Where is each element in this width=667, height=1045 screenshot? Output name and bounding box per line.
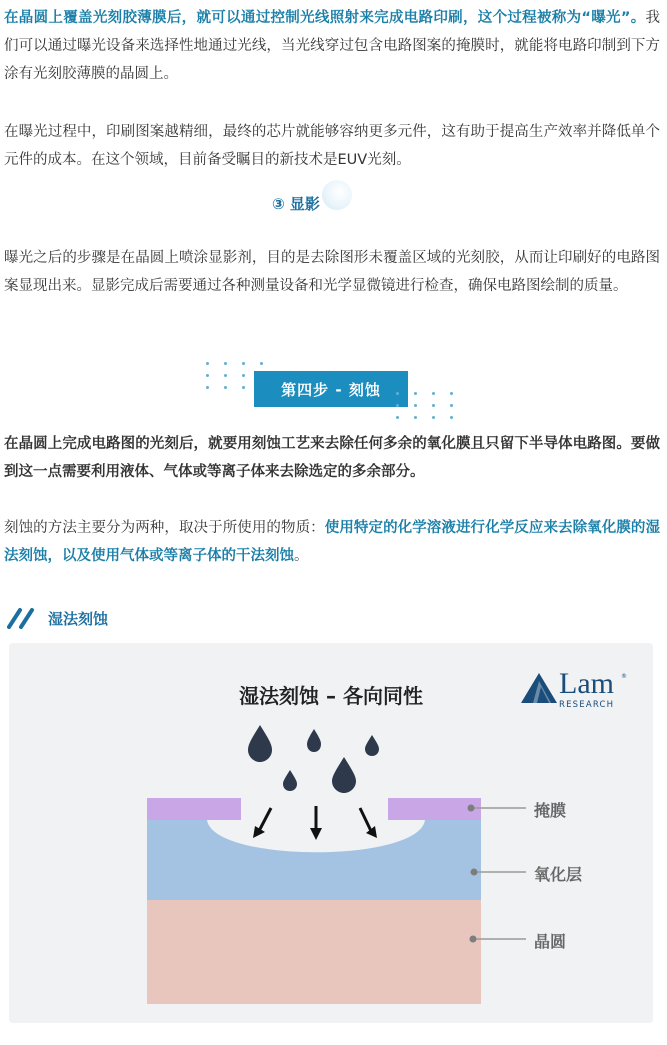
etch-methods-highlight: 使用特定的化学溶液进行化学反应来去除氧化膜的湿法刻蚀，以及使用气体或等离子体的干法刻蚀: [4, 520, 660, 564]
exposure-highlight: 在晶圆上覆盖光刻胶薄膜后，就可以通过控制光线照射来完成电路印刷，这个过程被称为“曝光”。: [4, 10, 646, 26]
section-develop-heading: [272, 192, 320, 216]
step4-banner: [206, 362, 462, 418]
etch-cross-section: [9, 643, 653, 1023]
bubble-decoration: [322, 180, 352, 210]
paragraph-exposure: [4, 4, 660, 88]
wet-etch-diagram: [9, 643, 653, 1023]
droplet-icon: [307, 729, 321, 752]
subheading-wet-etch-label: 湿法刻蚀: [48, 609, 109, 628]
etchant-droplets: [248, 725, 379, 793]
logo-wordmark: Lam: [559, 667, 614, 700]
etch-methods-end: 。: [294, 548, 309, 564]
diagram-title: 湿法刻蚀 – 各向同性: [239, 684, 423, 708]
droplet-icon: [365, 735, 379, 756]
subheading-wet-etch: [6, 606, 108, 630]
droplet-icon: [248, 725, 272, 762]
label-wafer: 晶圆: [534, 932, 567, 951]
paragraph-exposure-detail: 在曝光过程中，印刷图案越精细，最终的芯片就能够容纳更多元件，这有助于提高生产效率并降低单个元件的成本。在这个领域，目前备受瞩目的新技术是EUV光刻。: [4, 124, 660, 168]
section-develop-label: ③ 显影: [272, 195, 320, 213]
logo-subtitle: RESEARCH: [559, 700, 615, 710]
logo-registered: ®: [621, 673, 627, 680]
label-mask: 掩膜: [534, 801, 567, 820]
double-slash-icon: [6, 607, 38, 629]
wafer-layer: [147, 900, 481, 1004]
step4-title: 第四步 - 刻蚀: [254, 371, 408, 407]
mask-left: [147, 798, 241, 820]
label-oxide: 氧化层: [534, 865, 583, 884]
droplet-icon: [283, 770, 297, 791]
dots-decoration-right: [396, 392, 460, 419]
paragraph-develop: 曝光之后的步骤是在晶圆上喷涂显影剂，目的是去除图形未覆盖区域的光刻胶，从而让印刷好的电路图案显现出来。显影完成后需要通过各种测量设备和光学显微镜进行检查，确保电路图绘制的质量。: [4, 250, 660, 294]
etch-methods-lead: 刻蚀的方法主要分为两种，取决于所使用的物质：: [4, 520, 325, 536]
paragraph-etch-intro: 在晶圆上完成电路图的光刻后，就要用刻蚀工艺来去除任何多余的氧化膜且只留下半导体电路图。要做到这一点需要利用液体、气体或等离子体来去除选定的多余部分。: [4, 436, 660, 480]
exposure-body: 我们可以通过曝光设备来选择性地通过光线，当光线穿过包含电路图案的掩膜时，就能将电路印制到下方涂有光刻胶薄膜的晶圆上。: [4, 10, 660, 82]
mask-right: [388, 798, 481, 820]
droplet-icon: [332, 757, 356, 793]
paragraph-etch-methods: [4, 514, 660, 570]
